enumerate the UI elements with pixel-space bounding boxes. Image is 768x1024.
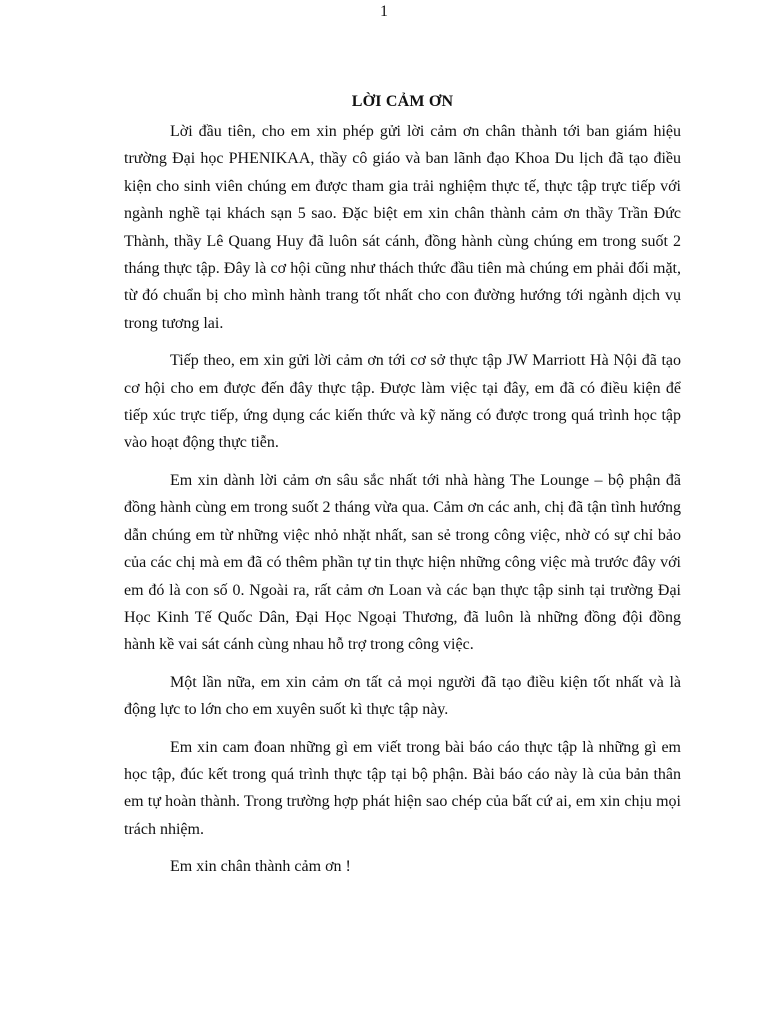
page-number: 1 [380,3,388,20]
closing-line: Em xin chân thành cảm ơn ! [170,858,351,876]
page-title: LỜI CẢM ƠN [351,93,454,110]
paragraph-2: Tiếp theo, em xin gửi lời cảm ơn tới cơ sở thực tập JW Marriott Hà Nội đã tạo cơ hội cho em được đến đây thực tập. Được làm việc tại đây, em đã có điều kiện để tiếp xúc trực tiếp, ứng dụng các kiến thức và kỹ năng có được trong quá trình học tập vào hoạt động thực tiễn. [124,352,681,452]
paragraph-1: Lời đầu tiên, cho em xin phép gửi lời cảm ơn chân thành tới ban giám hiệu trường Đại học PHENIKAA, thầy cô giáo và ban lãnh đạo Khoa Du lịch đã tạo điều kiện cho sinh viên chúng em được tham gia trải nghiệm thực tế, thực tập trực tiếp với ngành nghề tại khách sạn 5 sao. Đặc biệt em xin chân thành cảm ơn thầy Trần Đức Thành, thầy Lê Quang Huy đã luôn sát cánh, đồng hành cùng chúng em trong suốt 2 tháng thực tập. Đây là cơ hội cũng như thách thức đầu tiên mà chúng em phải đối mặt, từ đó chuẩn bị cho mình hành trang tốt nhất cho con đường hướng tới ngành dịch vụ trong tương lai. [124,123,681,332]
paragraph-3: Em xin dành lời cảm ơn sâu sắc nhất tới nhà hàng The Lounge – bộ phận đã đồng hành cùng em trong suốt 2 tháng vừa qua. Cảm ơn các anh, chị đã tận tình hướng dẫn chúng em từ những việc nhỏ nhặt nhất, san sẻ trong công việc, nhờ có sự chỉ bảo của các chị mà em đã có thêm phần tự tin thực hiện những công việc mà trước đây với em đó là con số 0. Ngoài ra, rất cảm ơn Loan và các bạn thực tập sinh tại trường Đại Học Kinh Tế Quốc Dân, Đại Học Ngoại Thương, đã luôn là những đồng đội đồng hành kề vai sát cánh cùng nhau hỗ trợ trong công việc. [124,471,681,654]
document-body [124,91,681,881]
paragraph-5: Em xin cam đoan những gì em viết trong bài báo cáo thực tập là những gì em học tập, đúc kết trong quá trình thực tập tại bộ phận. Bài báo cáo này là của bản thân em tự hoàn thành. Trong trường hợp phát hiện sao chép của bất cứ ai, em xin chịu mọi trách nhiệm. [124,738,681,838]
paragraph-4: Một lần nữa, em xin cảm ơn tất cả mọi người đã tạo điều kiện tốt nhất và là động lực to lớn cho em xuyên suốt kì thực tập này. [124,673,681,719]
